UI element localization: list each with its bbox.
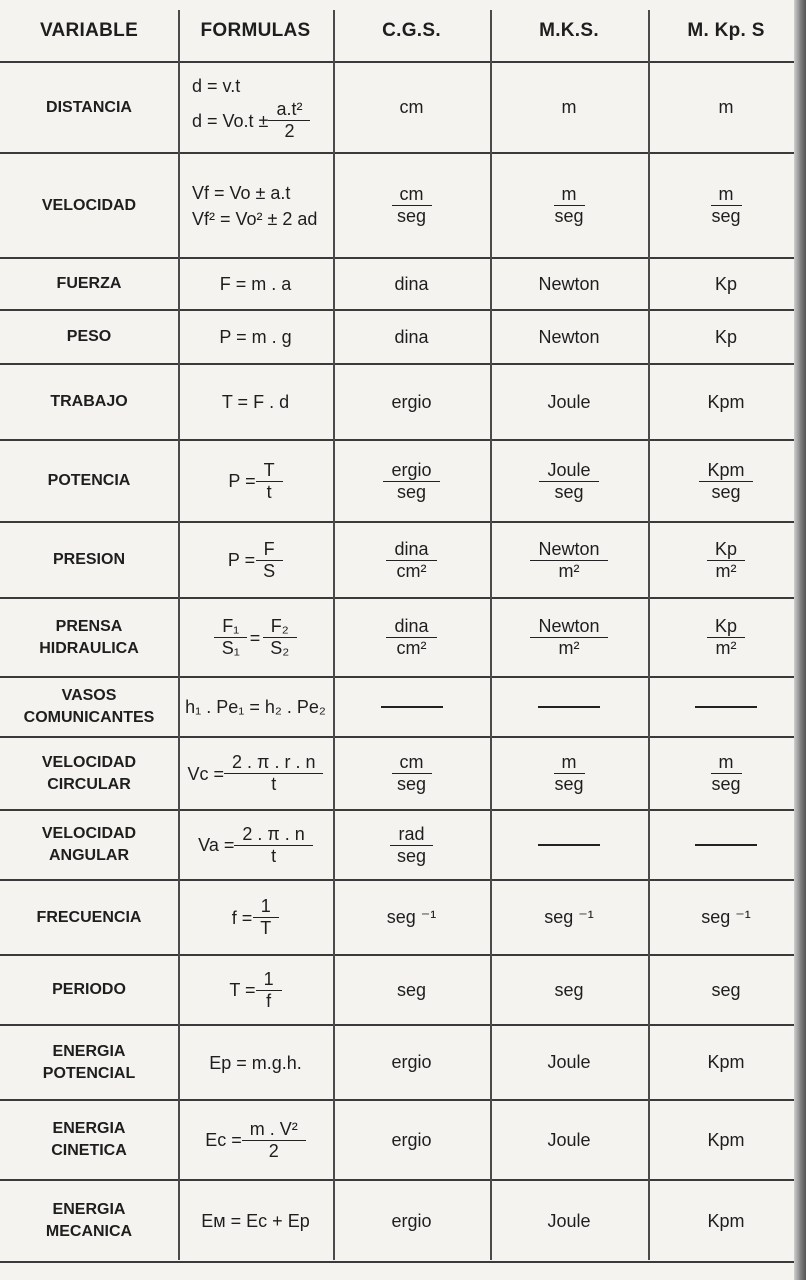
unit-text: Joule	[547, 1210, 591, 1231]
fraction-denominator: S₁	[221, 638, 240, 658]
unit-text: Kpm	[707, 1210, 745, 1231]
variable-name: POTENCIA	[47, 472, 131, 489]
unit-cgs-cell	[333, 880, 490, 955]
formula-cell	[178, 364, 333, 440]
formula-cell	[178, 522, 333, 598]
variable-cell	[0, 737, 178, 810]
variable-name: PESO	[66, 328, 112, 345]
fraction-numerator: 2 . π . r . n	[224, 752, 323, 774]
variable-name: VELOCIDAD	[41, 753, 137, 771]
formula-cell	[178, 677, 333, 737]
formula-fraction	[262, 616, 297, 658]
variable-name: FRECUENCIA	[36, 908, 142, 926]
unit-cgs-cell	[333, 364, 490, 440]
fraction-numerator: F₂	[263, 616, 297, 638]
variable-cell	[0, 310, 178, 364]
fraction-numerator: rad	[390, 824, 432, 846]
empty-dash	[695, 706, 757, 708]
fraction-denominator: seg	[396, 206, 427, 226]
header-label: M. Kp. S	[687, 20, 765, 41]
unit-mks-cell	[490, 1180, 648, 1262]
formula-line	[198, 824, 313, 866]
fraction-numerator: a.t²	[268, 99, 310, 121]
unit-mks-cell	[490, 677, 648, 737]
formula-text: T = F . d	[221, 392, 290, 412]
unit-cgs-cell	[333, 737, 490, 810]
formula-prefix: f =	[231, 907, 253, 928]
formula-cell	[178, 440, 333, 522]
formula-prefix: d = Vo.t ±	[192, 110, 269, 131]
header-m-kp-s	[648, 0, 804, 62]
variable-cell	[0, 1180, 178, 1262]
formula-line	[220, 271, 292, 297]
fraction-denominator: seg	[711, 206, 741, 226]
fraction-numerator: cm	[392, 752, 432, 774]
header-variable	[0, 0, 178, 62]
fraction-denominator: seg	[711, 774, 741, 794]
formula-cell	[178, 598, 333, 677]
variable-cell	[0, 1100, 178, 1180]
unit-mks-cell	[490, 440, 648, 522]
formula-text: d = v.t	[192, 76, 241, 97]
variable-cell	[0, 364, 178, 440]
unit-mkps-cell	[648, 1100, 804, 1180]
formula-line	[228, 539, 283, 581]
fraction-denominator: 2	[284, 121, 295, 141]
unit-text: dina	[394, 326, 429, 347]
fraction-denominator: 2	[268, 1140, 279, 1161]
formula-fraction	[255, 539, 283, 581]
unit-mkps-cell	[648, 522, 804, 598]
formula-prefix: Ec =	[205, 1130, 242, 1150]
fraction-numerator: m . V²	[242, 1119, 306, 1141]
fraction-denominator: cm²	[396, 560, 427, 581]
unit-fraction	[699, 460, 752, 502]
variable-cell	[0, 880, 178, 955]
unit-cgs-cell	[333, 440, 490, 522]
variable-name: ANGULAR	[49, 847, 129, 864]
formula-fraction	[252, 896, 279, 938]
fraction-numerator: ergio	[383, 460, 439, 482]
formula-fraction	[256, 969, 282, 1011]
variable-name: VASOS	[61, 687, 117, 704]
unit-cgs-cell	[333, 522, 490, 598]
unit-mkps-cell	[648, 62, 804, 153]
unit-mks-cell	[490, 522, 648, 598]
unit-text: seg	[711, 979, 741, 1000]
unit-cgs-cell	[333, 1100, 490, 1180]
fraction-denominator: t	[271, 845, 277, 866]
unit-mks-cell	[490, 737, 648, 810]
fraction-numerator: Newton	[530, 616, 607, 638]
header-c-g-s	[333, 0, 490, 62]
unit-mkps-cell	[648, 737, 804, 810]
unit-text: ergio	[391, 1210, 432, 1231]
unit-mkps-cell	[648, 677, 804, 737]
unit-fraction	[530, 616, 607, 658]
unit-mks-cell	[490, 810, 648, 880]
formula-text: Ep = m.g.h.	[209, 1052, 302, 1073]
fraction-denominator: seg	[396, 845, 427, 866]
variable-cell	[0, 598, 178, 677]
formula-line	[192, 206, 317, 232]
unit-text: Newton	[538, 273, 600, 294]
fraction-numerator: Newton	[530, 539, 607, 561]
fraction-denominator: seg	[554, 774, 584, 794]
fraction-numerator: T	[256, 460, 283, 482]
formula-cell	[178, 1180, 333, 1262]
unit-cgs-cell	[333, 598, 490, 677]
unit-text: seg	[554, 979, 584, 1000]
formula-line	[214, 616, 298, 658]
unit-fraction	[707, 616, 745, 658]
variable-cell	[0, 258, 178, 310]
formula-prefix: P =	[227, 550, 256, 570]
fraction-denominator: T	[260, 918, 272, 938]
fraction-numerator: Kp	[707, 616, 745, 638]
fraction-denominator: S₂	[270, 638, 290, 658]
formula-prefix: Va =	[198, 835, 235, 855]
variable-cell	[0, 153, 178, 258]
unit-fraction	[546, 184, 591, 226]
variable-name: TRABAJO	[50, 393, 128, 410]
unit-mks-cell	[490, 364, 648, 440]
unit-text: m	[718, 97, 734, 117]
fraction-numerator: Kpm	[699, 460, 752, 482]
formula-line	[232, 896, 280, 938]
unit-text: Joule	[547, 1052, 591, 1072]
formula-text: Vf² = Vo² ± 2 ad	[192, 208, 318, 229]
unit-mks-cell	[490, 1100, 648, 1180]
variable-name: PRESION	[52, 551, 125, 568]
unit-fraction	[539, 460, 598, 502]
variable-cell	[0, 810, 178, 880]
fraction-denominator: cm²	[396, 638, 427, 658]
variable-name: PERIODO	[52, 981, 126, 998]
unit-text: Kp	[714, 273, 738, 294]
unit-text: Kpm	[707, 1052, 745, 1072]
formula-cell	[178, 1100, 333, 1180]
formula-line	[185, 694, 326, 720]
unit-text: Kpm	[707, 391, 745, 412]
formula-line	[209, 1050, 302, 1076]
unit-mks-cell	[490, 598, 648, 677]
unit-fraction	[386, 616, 436, 658]
formula-cell	[178, 810, 333, 880]
fraction-numerator: Joule	[539, 460, 598, 482]
empty-dash	[381, 706, 443, 708]
unit-text: cm	[399, 97, 424, 117]
header-formulas	[178, 0, 333, 62]
formula-prefix: T =	[229, 980, 256, 1000]
unit-cgs-cell	[333, 310, 490, 364]
fraction-numerator: m	[554, 184, 585, 206]
fraction-denominator: seg	[711, 481, 741, 502]
variable-name: POTENCIAL	[42, 1064, 136, 1082]
fraction-numerator: m	[554, 752, 585, 774]
formula-line	[188, 752, 324, 794]
unit-fraction	[386, 539, 436, 581]
fraction-numerator: cm	[392, 184, 432, 206]
variable-name: FUERZA	[56, 275, 122, 292]
unit-mkps-cell	[648, 310, 804, 364]
variable-cell	[0, 677, 178, 737]
unit-text: Kpm	[707, 1129, 745, 1150]
unit-mkps-cell	[648, 955, 804, 1025]
formula-fraction	[242, 1119, 306, 1161]
unit-cgs-cell	[333, 1180, 490, 1262]
formula-text: Vf = Vo ± a.t	[192, 182, 291, 203]
variable-name: DISTANCIA	[46, 98, 132, 116]
formula-text: Eᴍ = Ec + Ep	[201, 1211, 310, 1231]
formula-fraction	[234, 824, 312, 866]
unit-fraction	[703, 752, 748, 794]
fraction-numerator: 1	[253, 896, 279, 918]
unit-text: m	[561, 97, 577, 117]
unit-mkps-cell	[648, 880, 804, 955]
fraction-numerator: m	[711, 184, 742, 206]
unit-text: Kp	[714, 326, 738, 347]
formula-text: h₁ . Pe₁ = h₂ . Pe₂	[185, 697, 326, 717]
header-label: M.K.S.	[539, 20, 599, 41]
unit-fraction	[389, 824, 434, 866]
unit-text: seg ⁻¹	[544, 907, 594, 927]
unit-mkps-cell	[648, 810, 804, 880]
unit-cgs-cell	[333, 1025, 490, 1100]
fraction-numerator: Kp	[707, 539, 745, 561]
fraction-numerator: dina	[386, 539, 436, 561]
unit-text: ergio	[391, 1129, 432, 1150]
variable-name: MECANICA	[45, 1223, 133, 1240]
variable-name: HIDRAULICA	[39, 639, 139, 657]
variable-cell	[0, 440, 178, 522]
formula-cell	[178, 258, 333, 310]
fraction-denominator: f	[266, 990, 272, 1011]
formula-cell	[178, 62, 347, 153]
unit-text: seg ⁻¹	[701, 907, 751, 927]
unit-mks-cell	[490, 880, 648, 955]
formula-fraction	[256, 460, 283, 502]
formula-line	[229, 969, 281, 1011]
formula-cell	[178, 880, 333, 955]
unit-fraction	[546, 752, 591, 794]
fraction-denominator: seg	[554, 206, 584, 226]
formula-line	[205, 1119, 306, 1161]
formula-line	[219, 324, 291, 350]
variable-cell	[0, 522, 178, 598]
formula-fraction	[224, 752, 323, 794]
unit-text: Joule	[547, 391, 591, 412]
variable-cell	[0, 1025, 178, 1100]
unit-fraction	[530, 539, 607, 581]
formula-line	[228, 460, 282, 502]
fraction-denominator: seg	[396, 481, 427, 502]
unit-mkps-cell	[648, 1180, 804, 1262]
unit-cgs-cell	[333, 677, 490, 737]
equals-sign: =	[249, 627, 261, 648]
unit-fraction	[703, 184, 748, 226]
fraction-denominator: seg	[396, 774, 427, 794]
variable-name: PRENSA	[55, 617, 123, 635]
unit-mks-cell	[490, 955, 648, 1025]
formula-cell	[178, 1025, 333, 1100]
unit-text: seg	[396, 979, 427, 1000]
unit-mkps-cell	[648, 598, 804, 677]
empty-dash	[538, 706, 600, 708]
variable-name: ENERGIA	[52, 1201, 126, 1218]
header-label: FORMULAS	[200, 20, 311, 41]
unit-text: Joule	[547, 1129, 591, 1150]
unit-fraction	[389, 184, 434, 226]
formula-line	[192, 180, 290, 206]
unit-cgs-cell	[333, 258, 490, 310]
variable-name: VELOCIDAD	[41, 196, 137, 214]
empty-dash	[695, 844, 757, 846]
fraction-denominator: S	[263, 560, 276, 581]
fraction-denominator: m²	[715, 638, 737, 658]
formula-line	[192, 73, 240, 99]
formula-fraction	[268, 99, 310, 141]
header-label: C.G.S.	[382, 20, 441, 41]
unit-text: Newton	[538, 326, 600, 347]
formula-cell	[178, 955, 333, 1025]
fraction-denominator: seg	[554, 481, 584, 502]
formula-cell	[178, 737, 333, 810]
fraction-denominator: m²	[558, 638, 580, 658]
unit-mks-cell	[490, 153, 648, 258]
unit-mks-cell	[490, 1025, 648, 1100]
unit-mks-cell	[490, 62, 648, 153]
fraction-denominator: t	[266, 481, 272, 502]
unit-mkps-cell	[648, 258, 804, 310]
unit-text: dina	[394, 273, 429, 294]
variable-cell	[0, 955, 178, 1025]
fraction-numerator: 2 . π . n	[234, 824, 312, 846]
unit-cgs-cell	[333, 153, 490, 258]
variable-name: CINETICA	[51, 1142, 127, 1159]
fraction-numerator: m	[711, 752, 742, 774]
variable-name: CIRCULAR	[47, 775, 131, 793]
fraction-numerator: 1	[256, 969, 282, 991]
formula-line	[222, 389, 289, 415]
variable-name: ENERGIA	[52, 1120, 126, 1137]
variable-name: VELOCIDAD	[41, 825, 137, 842]
fraction-numerator: F₁	[214, 616, 247, 638]
fraction-denominator: m²	[558, 560, 580, 581]
empty-dash	[538, 844, 600, 846]
formula-text: F = m . a	[219, 274, 292, 294]
formula-line	[192, 99, 310, 141]
unit-mkps-cell	[648, 1025, 804, 1100]
fraction-numerator: F	[256, 539, 283, 561]
variable-name: ENERGIA	[52, 1042, 126, 1060]
fraction-denominator: m²	[715, 560, 737, 581]
formula-text: P = m . g	[219, 327, 292, 347]
header-m-k-s	[490, 0, 648, 62]
unit-mks-cell	[490, 258, 648, 310]
unit-fraction	[707, 539, 745, 581]
unit-text: seg ⁻¹	[386, 907, 437, 927]
formula-cell	[178, 153, 347, 258]
unit-fraction	[389, 752, 434, 794]
formula-line	[201, 1208, 309, 1234]
unit-mkps-cell	[648, 153, 804, 258]
unit-fraction	[383, 460, 439, 502]
variable-cell	[0, 62, 178, 153]
fraction-denominator: t	[271, 774, 277, 794]
unit-cgs-cell	[333, 62, 490, 153]
unit-text: ergio	[391, 391, 432, 412]
formula-prefix: Vc =	[187, 763, 225, 784]
unit-mks-cell	[490, 310, 648, 364]
unit-text: ergio	[391, 1052, 432, 1072]
formula-prefix: P =	[228, 471, 256, 491]
header-label: VARIABLE	[39, 20, 139, 41]
unit-cgs-cell	[333, 810, 490, 880]
unit-cgs-cell	[333, 955, 490, 1025]
unit-mkps-cell	[648, 440, 804, 522]
variable-name: COMUNICANTES	[23, 709, 155, 726]
formula-cell	[178, 310, 333, 364]
fraction-numerator: dina	[386, 616, 436, 638]
formula-fraction	[214, 616, 248, 658]
unit-mkps-cell	[648, 364, 804, 440]
